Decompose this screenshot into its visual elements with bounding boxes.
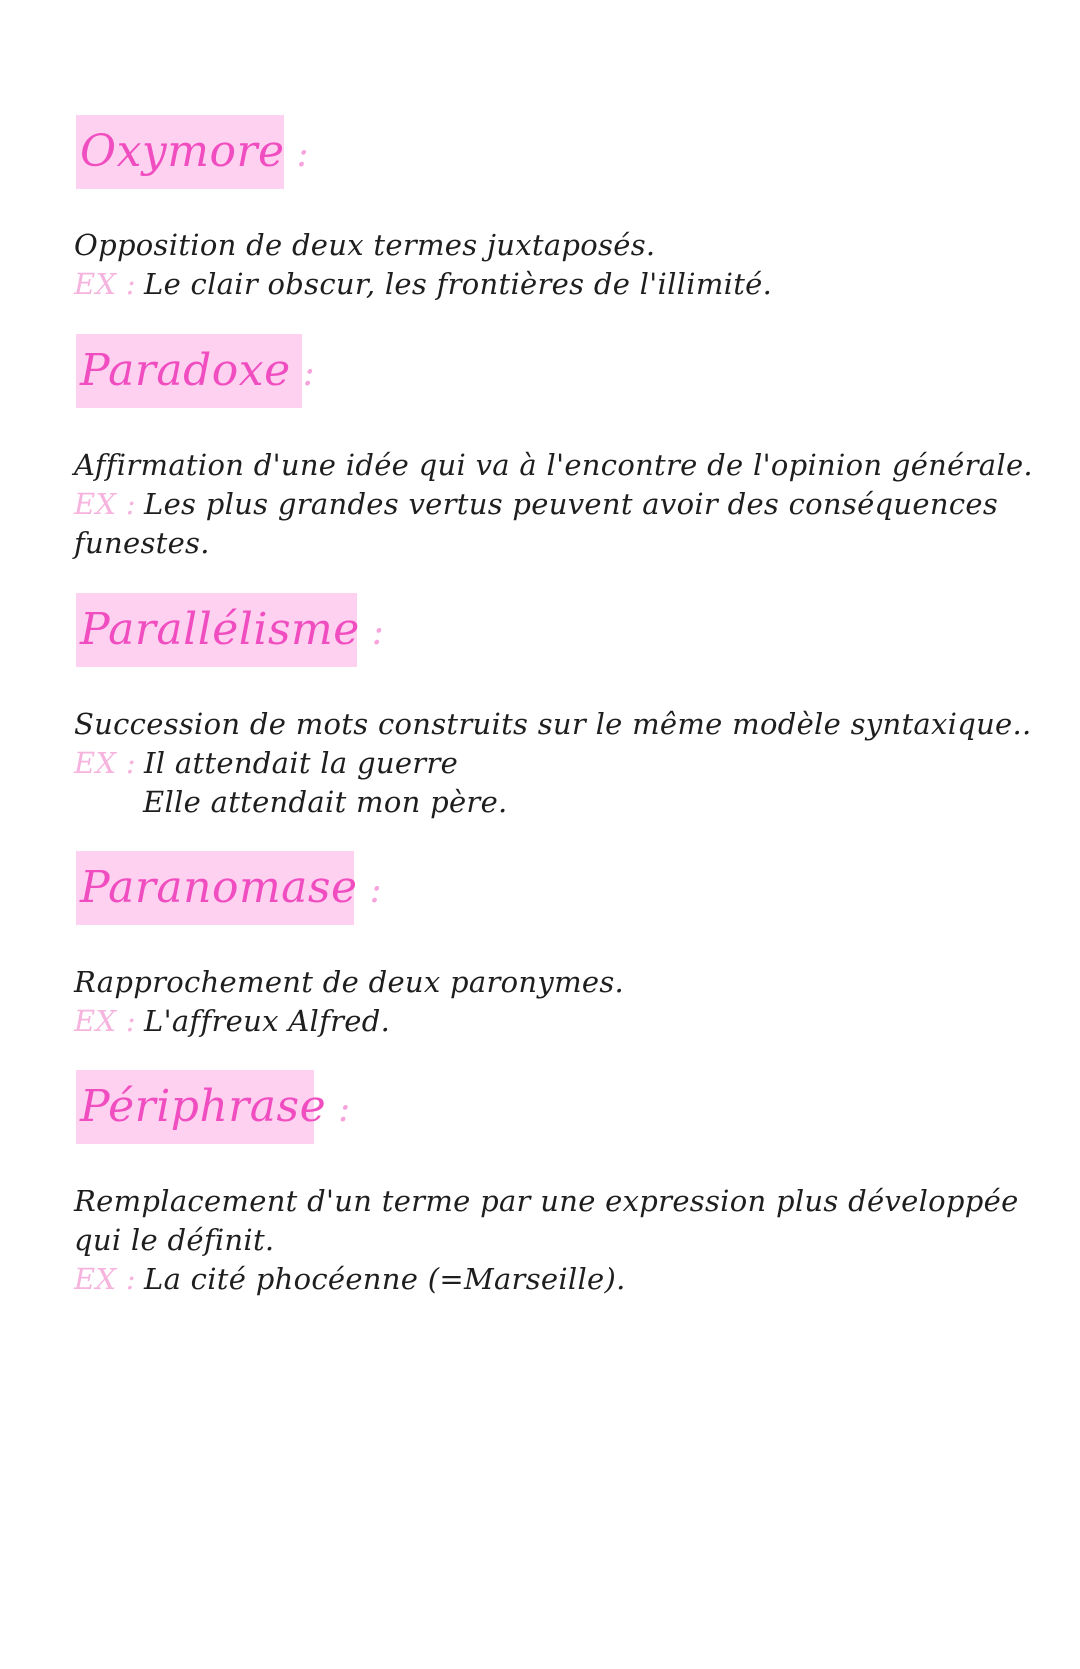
term-colon: : (338, 1089, 351, 1130)
ex-label: EX : (74, 487, 137, 521)
term-colon: : (369, 870, 383, 911)
example-line (74, 744, 1014, 783)
term-colon: : (296, 134, 310, 175)
example-text: Il attendait la guerre (144, 746, 459, 780)
example-line-continued: funestes. (74, 526, 210, 560)
term-heading (76, 851, 383, 925)
definition-line: Affirmation d'une idée qui va à l'encontre de l'opinion générale. (74, 448, 1033, 482)
example-line (74, 1002, 1014, 1041)
definition-line: Opposition de deux termes juxtaposés. (74, 228, 656, 262)
example-line-continued: Elle attendait mon père. (143, 785, 508, 819)
term-colon: : (371, 612, 385, 653)
term-heading (76, 1070, 351, 1144)
example-text: L'affreux Alfred. (144, 1004, 391, 1038)
example-line (74, 265, 1014, 304)
term-heading (76, 593, 385, 667)
term-heading (76, 115, 310, 189)
term-title: Oxymore (80, 126, 285, 177)
term-body (74, 226, 1014, 304)
definition-line: Rapprochement de deux paronymes. (74, 965, 625, 999)
term-title: Paranomase (80, 862, 358, 913)
term-title: Périphrase (80, 1081, 327, 1132)
term-body (74, 963, 1014, 1041)
definition-line-continued: qui le définit. (74, 1223, 275, 1257)
ex-label: EX : (74, 1262, 137, 1296)
definition-line: Succession de mots construits sur le même modèle syntaxique.. (74, 707, 1032, 741)
example-text: Le clair obscur, les frontières de l'illimité. (144, 267, 773, 301)
term-heading (76, 334, 316, 408)
example-line (74, 485, 1014, 524)
term-title: Paradoxe (80, 345, 291, 396)
example-text: La cité phocéenne (=Marseille). (144, 1262, 626, 1296)
example-line (74, 1260, 1014, 1299)
ex-label: EX : (74, 746, 137, 780)
term-title: Parallélisme (80, 604, 360, 655)
definition-line: Remplacement d'un terme par une expression plus développée (74, 1184, 1019, 1218)
term-body (74, 1182, 1019, 1299)
ex-label: EX : (74, 267, 137, 301)
example-text: Les plus grandes vertus peuvent avoir des conséquences (144, 487, 999, 521)
term-colon: : (302, 353, 316, 394)
term-body (74, 705, 1032, 822)
ex-label: EX : (74, 1004, 137, 1038)
term-body (74, 446, 1033, 563)
